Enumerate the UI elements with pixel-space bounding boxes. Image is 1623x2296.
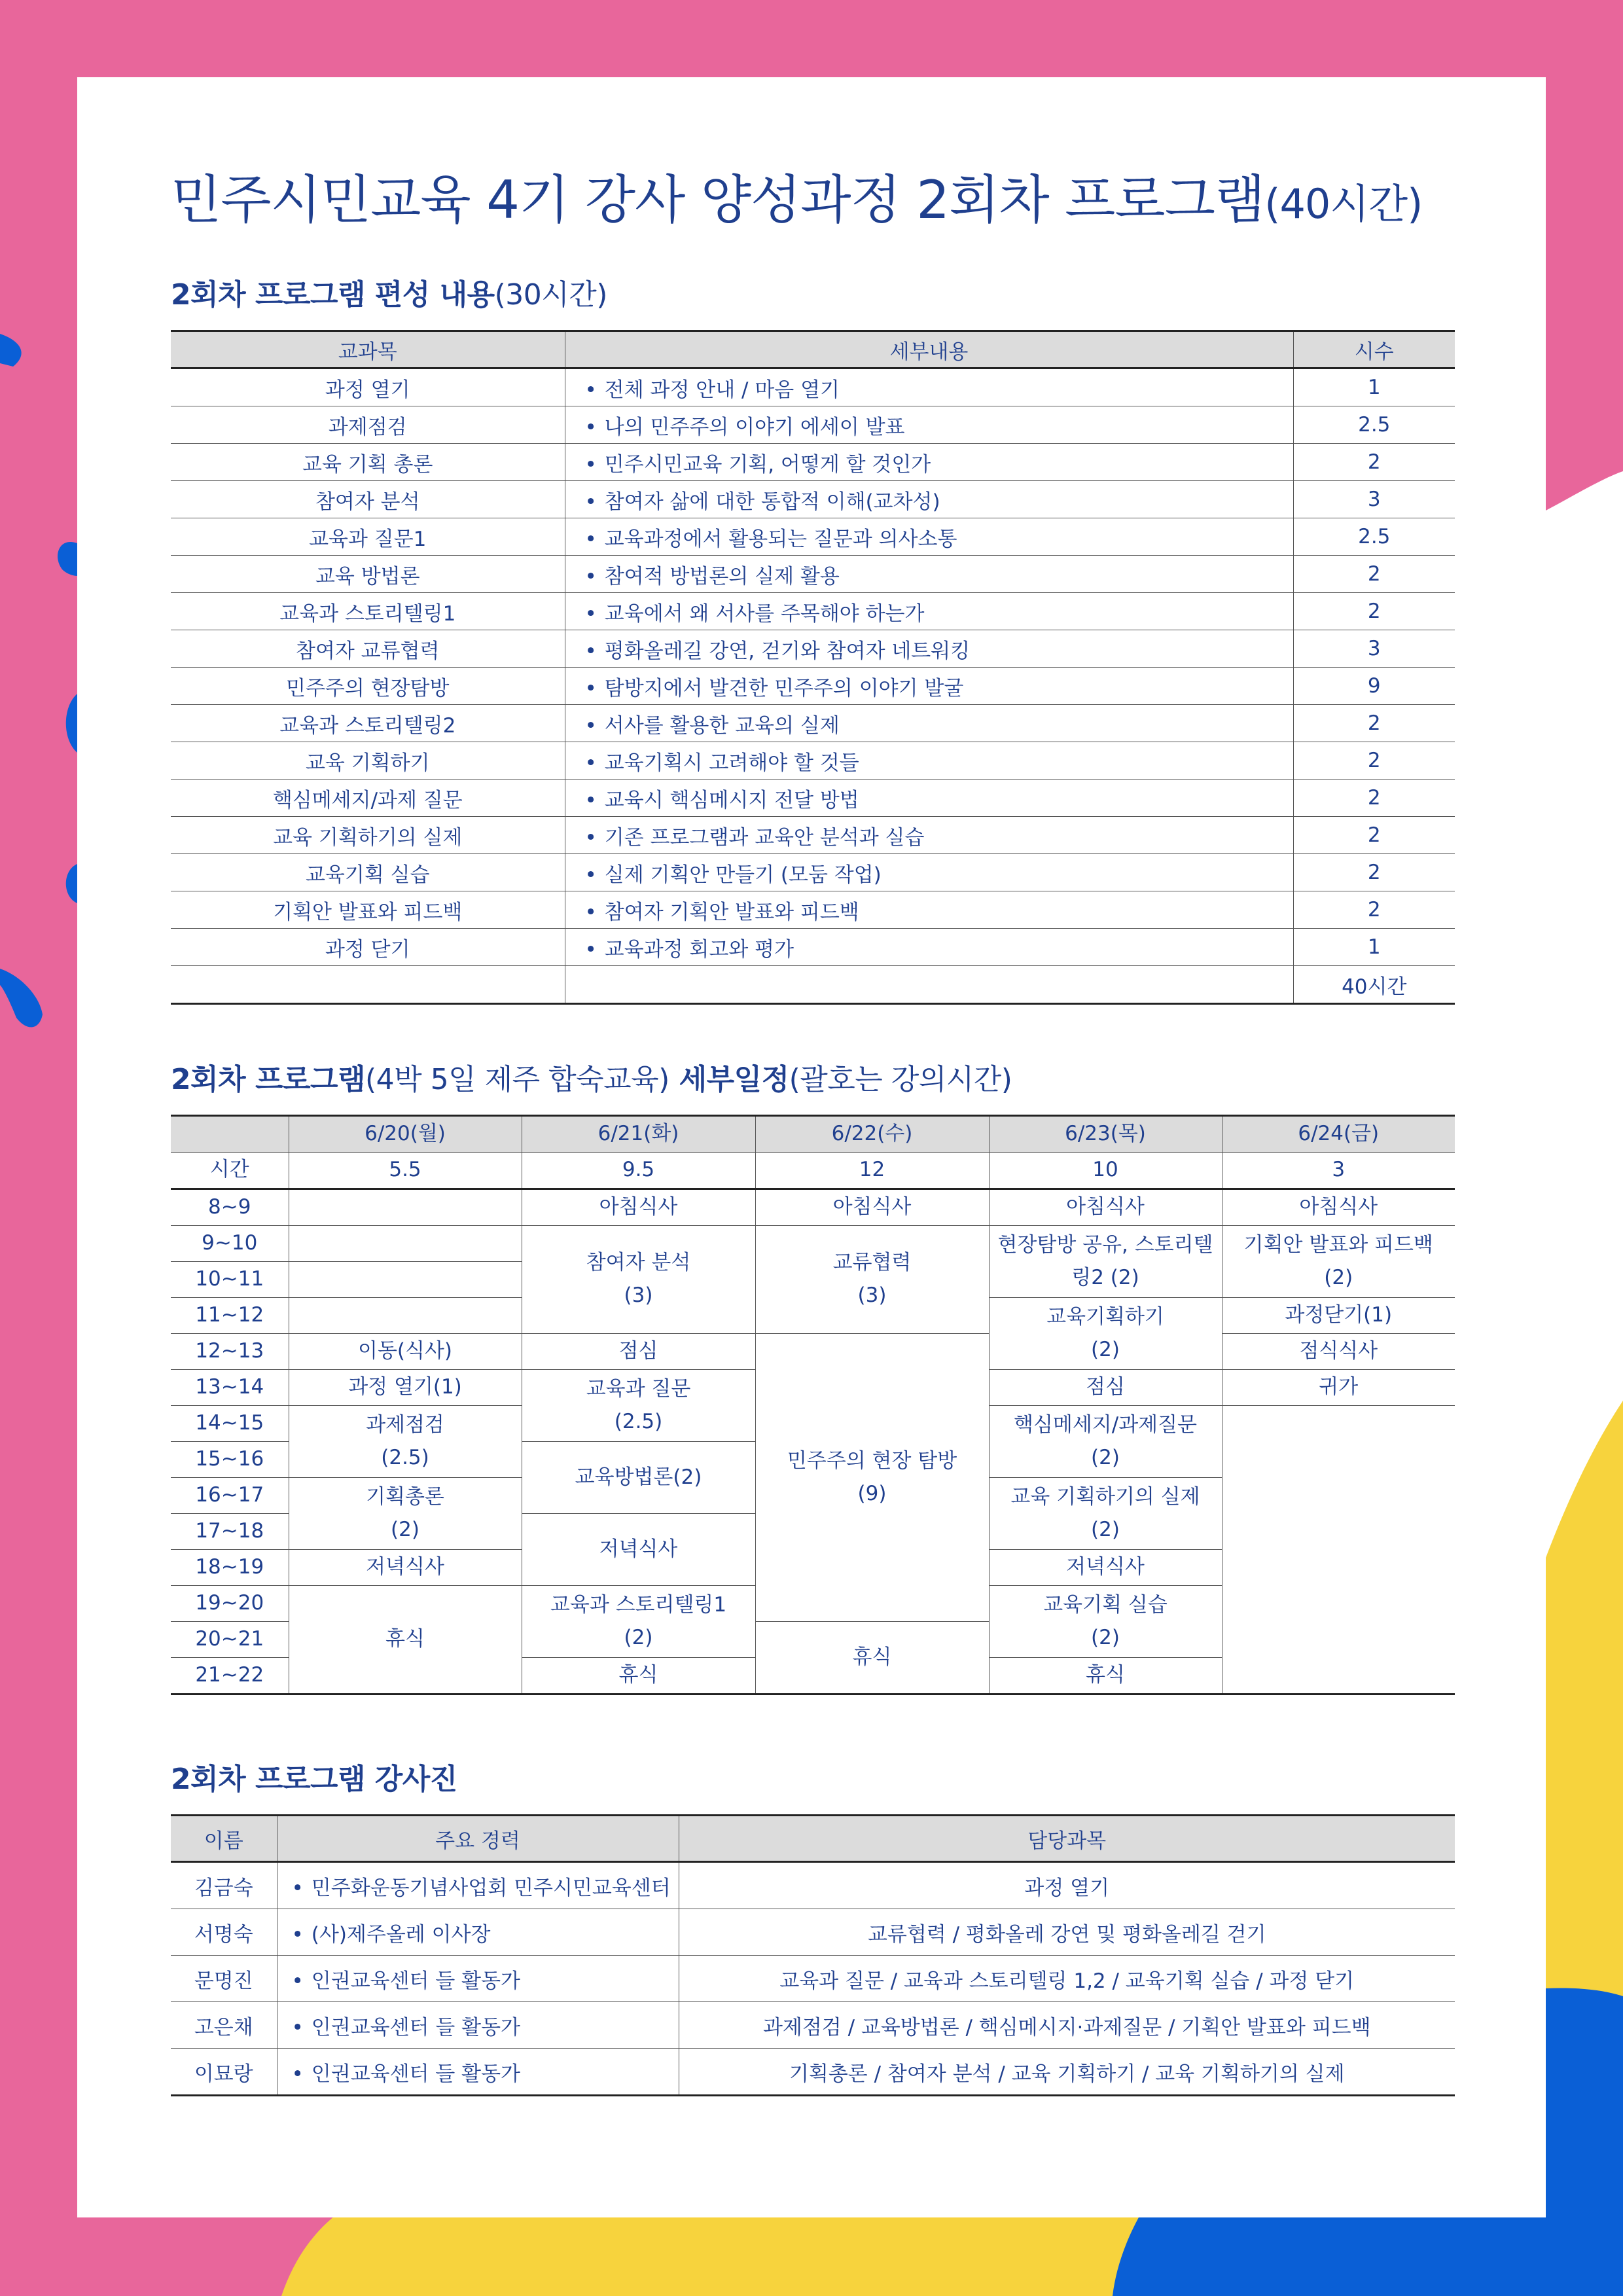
curriculum-row xyxy=(171,668,1455,705)
tue-dinner: 저녁식사 xyxy=(522,1514,755,1586)
tue-participant-analysis xyxy=(522,1226,755,1334)
curriculum-table xyxy=(171,330,1455,1005)
thu-key-message xyxy=(989,1406,1222,1478)
curriculum-hours: 1 xyxy=(1293,929,1455,966)
curriculum-detail xyxy=(565,668,1293,705)
curriculum-detail xyxy=(565,742,1293,780)
curriculum-hours: 2 xyxy=(1293,593,1455,630)
fri-blank xyxy=(1222,1406,1455,1695)
curriculum-detail xyxy=(565,630,1293,668)
mon-empty xyxy=(289,1189,522,1226)
hours-tue: 9.5 xyxy=(522,1153,755,1189)
schedule-cell-line: 핵심메세지/과제질문 xyxy=(1014,1412,1197,1437)
tue-breakfast: 아침식사 xyxy=(522,1189,755,1226)
day-wed: 6/22(수) xyxy=(755,1116,989,1153)
curriculum-subject: 기획안 발표와 피드백 xyxy=(171,891,565,929)
slot-label: 20~21 xyxy=(171,1622,289,1658)
curriculum-detail-text: 기존 프로그램과 교육안 분석과 실습 xyxy=(604,825,925,850)
curriculum-detail-text: 실제 기획안 만들기 (모둠 작업) xyxy=(604,863,882,887)
instructor-row xyxy=(171,1909,1455,1956)
section2-title-light2: (괄호는 강의시간) xyxy=(789,1063,1012,1096)
mon-planning xyxy=(289,1478,522,1550)
bullet-icon: • xyxy=(291,1922,304,1946)
hours-wed: 12 xyxy=(755,1153,989,1189)
curriculum-row xyxy=(171,368,1455,406)
curriculum-row xyxy=(171,742,1455,780)
curriculum-detail-text: 전체 과정 안내 / 마음 열기 xyxy=(604,378,840,402)
mon-dinner: 저녁식사 xyxy=(289,1550,522,1586)
schedule-cell-line: (2) xyxy=(1091,1517,1120,1541)
schedule-cell-line: (2) xyxy=(1324,1265,1353,1289)
slot-label: 8~9 xyxy=(171,1189,289,1226)
header-subjects: 담당과목 xyxy=(679,1816,1455,1862)
instructor-row xyxy=(171,1956,1455,2002)
section2-title-light1: (4박 5일 제주 합숙교육) xyxy=(365,1063,669,1096)
instructor-row xyxy=(171,2049,1455,2096)
bullet-icon: • xyxy=(584,676,597,700)
slot-label: 12~13 xyxy=(171,1334,289,1370)
curriculum-hours: 3 xyxy=(1293,630,1455,668)
slot-row xyxy=(171,1226,1455,1262)
schedule-cell-line: (2) xyxy=(1091,1625,1120,1649)
bullet-icon: • xyxy=(584,452,597,476)
curriculum-detail xyxy=(565,481,1293,518)
instructor-career-text: (사)제주올레 이사장 xyxy=(311,1922,491,1946)
thu-planning-real xyxy=(989,1478,1222,1550)
slot-row xyxy=(171,1189,1455,1226)
curriculum-subject: 교육기획 실습 xyxy=(171,854,565,891)
section1-title xyxy=(171,271,1455,313)
bullet-icon: • xyxy=(584,788,597,812)
bullet-icon: • xyxy=(584,751,597,775)
curriculum-detail xyxy=(565,444,1293,481)
instructor-subjects: 교육과 질문 / 교육과 스토리텔링 1,2 / 교육기획 실습 / 과정 닫기 xyxy=(679,1956,1455,2002)
mon-empty xyxy=(289,1262,522,1298)
curriculum-hours: 9 xyxy=(1293,668,1455,705)
section1-title-bold: 2회차 프로그램 편성 내용 xyxy=(171,278,495,312)
curriculum-detail-text: 교육과정 회고와 평가 xyxy=(604,937,794,961)
schedule-hours-row xyxy=(171,1153,1455,1189)
instructor-career-text: 민주화운동기념사업회 민주시민교육센터 xyxy=(311,1876,671,1900)
bullet-icon: • xyxy=(291,1876,304,1900)
schedule-day-row xyxy=(171,1116,1455,1153)
bullet-icon: • xyxy=(584,601,597,626)
curriculum-subject: 과제점검 xyxy=(171,406,565,444)
thu-field-share xyxy=(989,1226,1222,1298)
curriculum-hours: 2 xyxy=(1293,556,1455,593)
schedule-cell-line: (9) xyxy=(857,1481,887,1505)
day-thu: 6/23(목) xyxy=(989,1116,1222,1153)
instructor-table xyxy=(171,1814,1455,2096)
section2-title xyxy=(171,1056,1455,1098)
day-mon: 6/20(월) xyxy=(289,1116,522,1153)
instructor-subjects: 교류협력 / 평화올레 강연 및 평화올레길 걷기 xyxy=(679,1909,1455,1956)
curriculum-total-row xyxy=(171,966,1455,1004)
curriculum-row xyxy=(171,406,1455,444)
blue-squiggle-left-3 xyxy=(66,694,77,753)
blue-squiggle-left-4 xyxy=(0,969,43,1027)
time-label: 시간 xyxy=(171,1153,289,1189)
header-detail: 세부내용 xyxy=(565,331,1293,368)
total-empty-2 xyxy=(565,966,1293,1004)
schedule-cell-line: 기획총론 xyxy=(366,1484,444,1509)
instructor-name: 김금숙 xyxy=(171,1862,277,1909)
schedule-cell-line: (2) xyxy=(1091,1445,1120,1469)
schedule-cell-line: (2) xyxy=(391,1517,419,1541)
blue-squiggle-left-5 xyxy=(66,864,77,903)
curriculum-detail xyxy=(565,705,1293,742)
instructor-career xyxy=(277,1956,679,2002)
instructor-career-text: 인권교육센터 들 활동가 xyxy=(311,1969,520,1993)
curriculum-detail xyxy=(565,406,1293,444)
day-tue: 6/21(화) xyxy=(522,1116,755,1153)
instructor-career xyxy=(277,2049,679,2096)
thu-dinner: 저녁식사 xyxy=(989,1550,1222,1586)
bullet-icon: • xyxy=(584,937,597,961)
schedule-cell-line: 교육과 질문 xyxy=(586,1376,691,1401)
curriculum-detail-text: 교육기획시 고려해야 할 것들 xyxy=(604,751,859,775)
thu-rest: 휴식 xyxy=(989,1658,1222,1695)
curriculum-detail xyxy=(565,891,1293,929)
instructor-row xyxy=(171,1862,1455,1909)
schedule-cell-line: 교육과 스토리텔링1 xyxy=(550,1592,727,1617)
instructor-career xyxy=(277,1862,679,1909)
day-fri: 6/24(금) xyxy=(1222,1116,1455,1153)
schedule-cell-line: 기획안 발표와 피드백 xyxy=(1243,1232,1433,1257)
blue-squiggle-left-2 xyxy=(58,542,77,576)
mon-rest: 휴식 xyxy=(289,1586,522,1695)
curriculum-detail xyxy=(565,817,1293,854)
document-content xyxy=(171,169,1455,2096)
curriculum-detail-text: 참여자 기획안 발표와 피드백 xyxy=(604,900,859,924)
curriculum-detail-text: 교육시 핵심메시지 전달 방법 xyxy=(604,788,859,812)
curriculum-subject: 핵심메세지/과제 질문 xyxy=(171,780,565,817)
curriculum-row xyxy=(171,929,1455,966)
tue-rest: 휴식 xyxy=(522,1658,755,1695)
schedule-cell-line: 교육기획하기 xyxy=(1046,1304,1164,1329)
slot-label: 18~19 xyxy=(171,1550,289,1586)
curriculum-detail xyxy=(565,368,1293,406)
curriculum-row xyxy=(171,854,1455,891)
schedule-cell-line: (2.5) xyxy=(381,1445,429,1469)
header-hours: 시수 xyxy=(1293,331,1455,368)
curriculum-detail xyxy=(565,556,1293,593)
page-title xyxy=(171,169,1455,232)
schedule-cell-line: 교류협력 xyxy=(832,1251,912,1275)
total-empty-1 xyxy=(171,966,565,1004)
curriculum-subject: 과정 열기 xyxy=(171,368,565,406)
curriculum-detail-text: 탐방지에서 발견한 민주주의 이야기 발굴 xyxy=(604,676,964,700)
curriculum-hours: 2 xyxy=(1293,705,1455,742)
bullet-icon: • xyxy=(584,900,597,924)
curriculum-row xyxy=(171,518,1455,556)
fri-close: 과정닫기(1) xyxy=(1222,1298,1455,1334)
bullet-icon: • xyxy=(291,2062,304,2086)
section3-title-bold: 2회차 프로그램 강사진 xyxy=(171,1763,457,1796)
curriculum-hours: 1 xyxy=(1293,368,1455,406)
instructor-career xyxy=(277,1909,679,1956)
tue-method: 교육방법론(2) xyxy=(522,1442,755,1514)
curriculum-hours: 2.5 xyxy=(1293,406,1455,444)
curriculum-subject: 민주주의 현장탐방 xyxy=(171,668,565,705)
curriculum-detail xyxy=(565,518,1293,556)
schedule-cell-line: 교육 기획하기의 실제 xyxy=(1010,1484,1200,1509)
schedule-corner xyxy=(171,1116,289,1153)
section2-title-bold1: 2회차 프로그램 xyxy=(171,1063,365,1096)
section2-title-bold2: 세부일정 xyxy=(669,1063,789,1096)
slot-label: 16~17 xyxy=(171,1478,289,1514)
bullet-icon: • xyxy=(584,825,597,850)
fri-lunch: 점식식사 xyxy=(1222,1334,1455,1370)
bullet-icon: • xyxy=(584,863,597,887)
fri-plan-presentation xyxy=(1222,1226,1455,1298)
mon-empty xyxy=(289,1298,522,1334)
slot-label: 13~14 xyxy=(171,1370,289,1406)
blue-squiggle-left-1 xyxy=(0,334,22,367)
slot-label: 19~20 xyxy=(171,1586,289,1622)
curriculum-subject: 교육 방법론 xyxy=(171,556,565,593)
header-career: 주요 경력 xyxy=(277,1816,679,1862)
curriculum-subject: 교육과 스토리텔링1 xyxy=(171,593,565,630)
wed-field-tour xyxy=(755,1334,989,1622)
curriculum-subject: 교육과 질문1 xyxy=(171,518,565,556)
bullet-icon: • xyxy=(291,1969,304,1993)
schedule-cell-line: 현장탐방 공유, 스토리텔 xyxy=(997,1232,1213,1257)
instructor-row xyxy=(171,2002,1455,2049)
bullet-icon: • xyxy=(584,564,597,588)
title-hours: (40시간) xyxy=(1264,180,1423,228)
schedule-cell-line: (3) xyxy=(857,1283,887,1307)
curriculum-hours: 2.5 xyxy=(1293,518,1455,556)
curriculum-detail-text: 참여자 삶에 대한 통합적 이해(교차성) xyxy=(604,490,940,514)
fri-home: 귀가 xyxy=(1222,1370,1455,1406)
bullet-icon: • xyxy=(584,527,597,551)
thu-breakfast: 아침식사 xyxy=(989,1189,1222,1226)
curriculum-subject: 교육 기획하기 xyxy=(171,742,565,780)
schedule-table xyxy=(171,1115,1455,1695)
header-name: 이름 xyxy=(171,1816,277,1862)
curriculum-detail-text: 교육에서 왜 서사를 주목해야 하는가 xyxy=(604,601,925,626)
instructor-subjects: 기획총론 / 참여자 분석 / 교육 기획하기 / 교육 기획하기의 실제 xyxy=(679,2049,1455,2096)
bullet-icon: • xyxy=(584,490,597,514)
tue-lunch: 점심 xyxy=(522,1334,755,1370)
curriculum-detail-text: 교육과정에서 활용되는 질문과 의사소통 xyxy=(604,527,957,551)
instructor-career-text: 인권교육센터 들 활동가 xyxy=(311,2062,520,2086)
hours-thu: 10 xyxy=(989,1153,1222,1189)
mon-homework xyxy=(289,1406,522,1478)
curriculum-detail-text: 참여적 방법론의 실제 활용 xyxy=(604,564,840,588)
wed-rest: 휴식 xyxy=(755,1622,989,1695)
curriculum-total: 40시간 xyxy=(1293,966,1455,1004)
wed-exchange xyxy=(755,1226,989,1334)
curriculum-row xyxy=(171,817,1455,854)
bullet-icon: • xyxy=(584,639,597,663)
curriculum-subject: 교육 기획하기의 실제 xyxy=(171,817,565,854)
instructor-header-row xyxy=(171,1816,1455,1862)
curriculum-detail-text: 나의 민주주의 이야기 에세이 발표 xyxy=(604,415,905,439)
schedule-cell-line: (2.5) xyxy=(614,1409,663,1433)
slot-label: 9~10 xyxy=(171,1226,289,1262)
schedule-cell-line: (2) xyxy=(624,1625,653,1649)
wed-breakfast: 아침식사 xyxy=(755,1189,989,1226)
instructor-subjects: 과정 열기 xyxy=(679,1862,1455,1909)
curriculum-body xyxy=(171,368,1455,1004)
hours-fri: 3 xyxy=(1222,1153,1455,1189)
bullet-icon: • xyxy=(291,2015,304,2039)
section1-title-light: (30시간) xyxy=(494,278,607,312)
thu-practice xyxy=(989,1586,1222,1658)
slot-row xyxy=(171,1334,1455,1370)
curriculum-subject: 과정 닫기 xyxy=(171,929,565,966)
bullet-icon: • xyxy=(584,378,597,402)
bullet-icon: • xyxy=(584,713,597,738)
curriculum-hours: 2 xyxy=(1293,854,1455,891)
curriculum-row xyxy=(171,705,1455,742)
curriculum-detail-text: 민주시민교육 기획, 어떻게 할 것인가 xyxy=(604,452,931,476)
schedule-cell-line: 링2 (2) xyxy=(1071,1265,1139,1289)
schedule-cell-line: 교육기획 실습 xyxy=(1043,1592,1168,1617)
curriculum-detail xyxy=(565,593,1293,630)
curriculum-subject: 참여자 교류협력 xyxy=(171,630,565,668)
section3-title xyxy=(171,1755,1455,1797)
curriculum-row xyxy=(171,593,1455,630)
schedule-cell-line: 참여자 분석 xyxy=(586,1251,691,1275)
instructor-name: 이묘랑 xyxy=(171,2049,277,2096)
curriculum-hours: 2 xyxy=(1293,742,1455,780)
curriculum-row xyxy=(171,481,1455,518)
curriculum-row xyxy=(171,780,1455,817)
slot-label: 21~22 xyxy=(171,1658,289,1695)
mon-open: 과정 열기(1) xyxy=(289,1370,522,1406)
slot-label: 17~18 xyxy=(171,1514,289,1550)
instructor-name: 서명숙 xyxy=(171,1909,277,1956)
thu-lunch: 점심 xyxy=(989,1370,1222,1406)
curriculum-detail-text: 평화올레길 강연, 걷기와 참여자 네트워킹 xyxy=(604,639,971,663)
curriculum-row xyxy=(171,630,1455,668)
curriculum-row xyxy=(171,444,1455,481)
curriculum-detail xyxy=(565,780,1293,817)
mon-empty xyxy=(289,1226,522,1262)
curriculum-subject: 교육과 스토리텔링2 xyxy=(171,705,565,742)
bullet-icon: • xyxy=(584,415,597,439)
curriculum-hours: 2 xyxy=(1293,891,1455,929)
instructor-career xyxy=(277,2002,679,2049)
curriculum-header-row xyxy=(171,331,1455,368)
title-text: 민주시민교육 4기 강사 양성과정 2회차 프로그램 xyxy=(171,170,1265,230)
slot-label: 15~16 xyxy=(171,1442,289,1478)
white-blob-right xyxy=(1546,471,1623,1558)
instructor-career-text: 인권교육센터 들 활동가 xyxy=(311,2015,520,2039)
curriculum-detail xyxy=(565,854,1293,891)
slot-label: 10~11 xyxy=(171,1262,289,1298)
instructor-subjects: 과제점검 / 교육방법론 / 핵심메시지·과제질문 / 기획안 발표와 피드백 xyxy=(679,2002,1455,2049)
mon-move: 이동(식사) xyxy=(289,1334,522,1370)
schedule-cell-line: (2) xyxy=(1091,1337,1120,1361)
tue-question xyxy=(522,1370,755,1442)
curriculum-hours: 2 xyxy=(1293,780,1455,817)
curriculum-detail-text: 서사를 활용한 교육의 실제 xyxy=(604,713,840,738)
header-subject: 교과목 xyxy=(171,331,565,368)
schedule-cell-line: (3) xyxy=(624,1283,653,1307)
curriculum-subject: 참여자 분석 xyxy=(171,481,565,518)
curriculum-row xyxy=(171,891,1455,929)
slot-label: 14~15 xyxy=(171,1406,289,1442)
curriculum-detail xyxy=(565,929,1293,966)
tue-storytelling xyxy=(522,1586,755,1658)
curriculum-hours: 3 xyxy=(1293,481,1455,518)
thu-planning xyxy=(989,1298,1222,1370)
curriculum-row xyxy=(171,556,1455,593)
instructor-name: 문명진 xyxy=(171,1956,277,2002)
document-sheet xyxy=(77,77,1546,2217)
curriculum-hours: 2 xyxy=(1293,444,1455,481)
schedule-cell-line: 민주주의 현장 탐방 xyxy=(787,1448,957,1473)
curriculum-subject: 교육 기획 총론 xyxy=(171,444,565,481)
slot-label: 11~12 xyxy=(171,1298,289,1334)
instructor-name: 고은채 xyxy=(171,2002,277,2049)
curriculum-hours: 2 xyxy=(1293,817,1455,854)
schedule-cell-line: 과제점검 xyxy=(366,1412,444,1437)
hours-mon: 5.5 xyxy=(289,1153,522,1189)
instructor-body xyxy=(171,1862,1455,2096)
fri-breakfast: 아침식사 xyxy=(1222,1189,1455,1226)
